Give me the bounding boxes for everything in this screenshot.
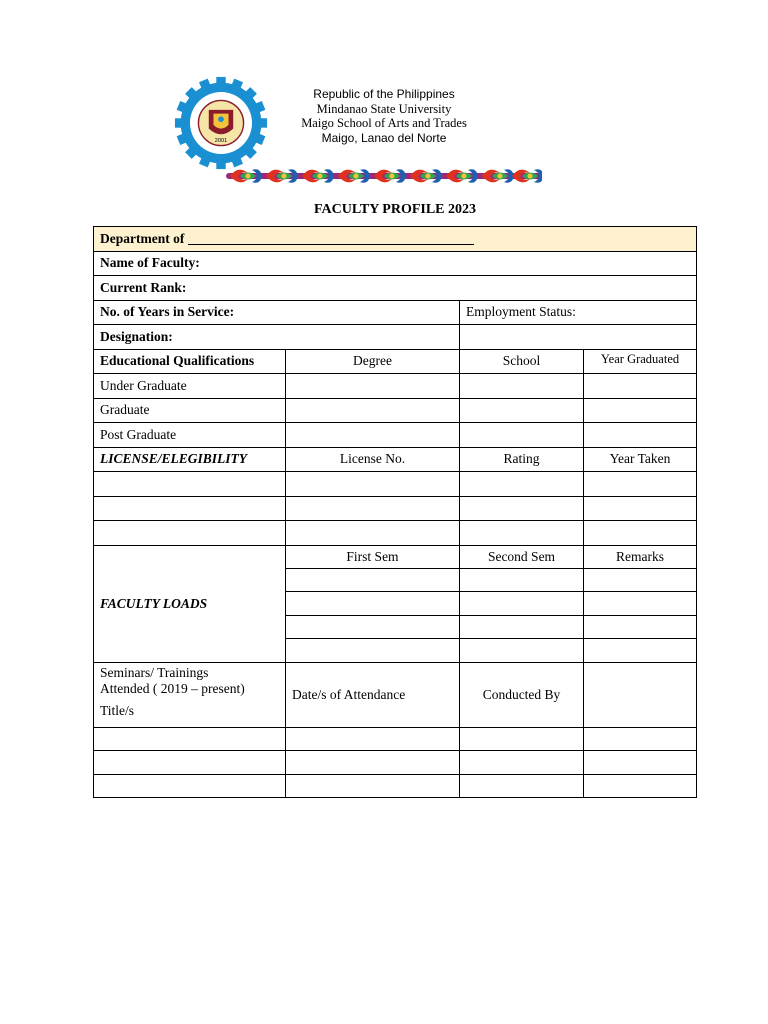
table-cell[interactable]: [584, 472, 697, 497]
okir-ornament-border: [226, 165, 542, 187]
faculty-name-label: Name of Faculty:: [100, 255, 200, 271]
years-in-service-field[interactable]: [94, 300, 460, 325]
table-cell[interactable]: [584, 496, 697, 521]
edu-col-degree: Degree: [286, 349, 460, 374]
table-cell[interactable]: [286, 496, 460, 521]
table-cell[interactable]: [460, 398, 584, 423]
table-cell[interactable]: [286, 774, 460, 798]
loads-col-remarks: Remarks: [584, 545, 697, 568]
table-cell[interactable]: [94, 774, 286, 798]
faculty-loads-heading: FACULTY LOADS: [94, 545, 286, 662]
table-cell[interactable]: [584, 774, 697, 798]
table-cell[interactable]: [460, 639, 584, 663]
edu-col-school: School: [460, 349, 584, 374]
edu-row-label: Post Graduate: [94, 423, 286, 448]
institution-header: [280, 87, 488, 145]
table-cell[interactable]: [286, 639, 460, 663]
seminars-heading-line1: Seminars/ Trainings: [100, 664, 209, 680]
faculty-name-field[interactable]: [94, 251, 697, 276]
table-cell[interactable]: [286, 592, 460, 616]
table-cell[interactable]: [286, 374, 460, 399]
designation-label: Designation:: [100, 328, 173, 344]
table-cell[interactable]: [94, 751, 286, 775]
loads-col-second-sem: Second Sem: [460, 545, 584, 568]
table-cell[interactable]: [94, 496, 286, 521]
table-cell[interactable]: [584, 662, 697, 727]
license-heading: LICENSE/ELEGIBILITY: [94, 447, 286, 472]
table-cell[interactable]: [460, 615, 584, 639]
table-cell[interactable]: [584, 374, 697, 399]
table-cell[interactable]: [286, 727, 460, 751]
table-cell[interactable]: [584, 521, 697, 546]
table-cell[interactable]: [460, 751, 584, 775]
designation-field[interactable]: [94, 325, 460, 350]
table-cell[interactable]: [584, 423, 697, 448]
table-cell[interactable]: [286, 472, 460, 497]
employment-status-label: Employment Status:: [466, 304, 576, 320]
faculty-profile-table: [93, 226, 697, 798]
years-in-service-label: No. of Years in Service:: [100, 304, 235, 320]
edu-row-label: Graduate: [94, 398, 286, 423]
table-cell[interactable]: [584, 398, 697, 423]
table-cell[interactable]: [460, 423, 584, 448]
table-cell[interactable]: [460, 727, 584, 751]
table-cell[interactable]: [286, 521, 460, 546]
seminars-heading-line2: Attended ( 2019 – present): [100, 680, 245, 696]
header-line-republic: Republic of the Philippines: [313, 87, 455, 101]
table-cell[interactable]: [460, 496, 584, 521]
table-cell[interactable]: [94, 472, 286, 497]
seminars-col-dates: Date/s of Attendance: [286, 662, 460, 727]
table-cell[interactable]: [460, 521, 584, 546]
license-col-number: License No.: [286, 447, 460, 472]
department-label: Department of: [100, 230, 185, 246]
header-line-address: Maigo, Lanao del Norte: [321, 130, 447, 145]
edu-row-label: Under Graduate: [94, 374, 286, 399]
edu-col-year-graduated: Year Graduated: [584, 349, 697, 374]
table-cell[interactable]: [584, 751, 697, 775]
table-cell[interactable]: [584, 568, 697, 592]
loads-col-first-sem: First Sem: [286, 545, 460, 568]
license-col-rating: Rating: [460, 447, 584, 472]
table-cell[interactable]: [584, 727, 697, 751]
department-blank-line[interactable]: [188, 232, 474, 245]
header-line-school: Maigo School of Arts and Trades: [301, 116, 467, 130]
table-cell[interactable]: [94, 727, 286, 751]
table-cell[interactable]: [460, 592, 584, 616]
table-cell[interactable]: [584, 639, 697, 663]
seminars-heading-line3: Title/s: [100, 702, 135, 718]
table-cell[interactable]: [286, 398, 460, 423]
license-col-year-taken: Year Taken: [584, 447, 697, 472]
table-cell[interactable]: [460, 568, 584, 592]
table-cell[interactable]: [460, 774, 584, 798]
svg-text:2001: 2001: [214, 137, 228, 144]
form-title: FACULTY PROFILE 2023: [313, 202, 477, 217]
seminars-heading: [94, 662, 286, 727]
department-row[interactable]: [94, 227, 697, 252]
table-cell[interactable]: [286, 615, 460, 639]
msu-seal-logo: [174, 76, 268, 170]
table-cell[interactable]: [584, 592, 697, 616]
table-cell[interactable]: [286, 568, 460, 592]
table-cell[interactable]: [460, 374, 584, 399]
table-cell[interactable]: [286, 751, 460, 775]
table-cell[interactable]: [94, 521, 286, 546]
current-rank-field[interactable]: [94, 276, 697, 301]
table-cell[interactable]: [460, 472, 584, 497]
table-cell[interactable]: [584, 615, 697, 639]
edu-heading: Educational Qualifications: [94, 349, 286, 374]
current-rank-label: Current Rank:: [100, 279, 187, 295]
header-line-university: Mindanao State University: [316, 101, 452, 116]
seminars-col-conducted-by: Conducted By: [460, 662, 584, 727]
table-cell[interactable]: [286, 423, 460, 448]
employment-status-field[interactable]: [460, 300, 697, 325]
designation-value-cell[interactable]: [460, 325, 697, 350]
